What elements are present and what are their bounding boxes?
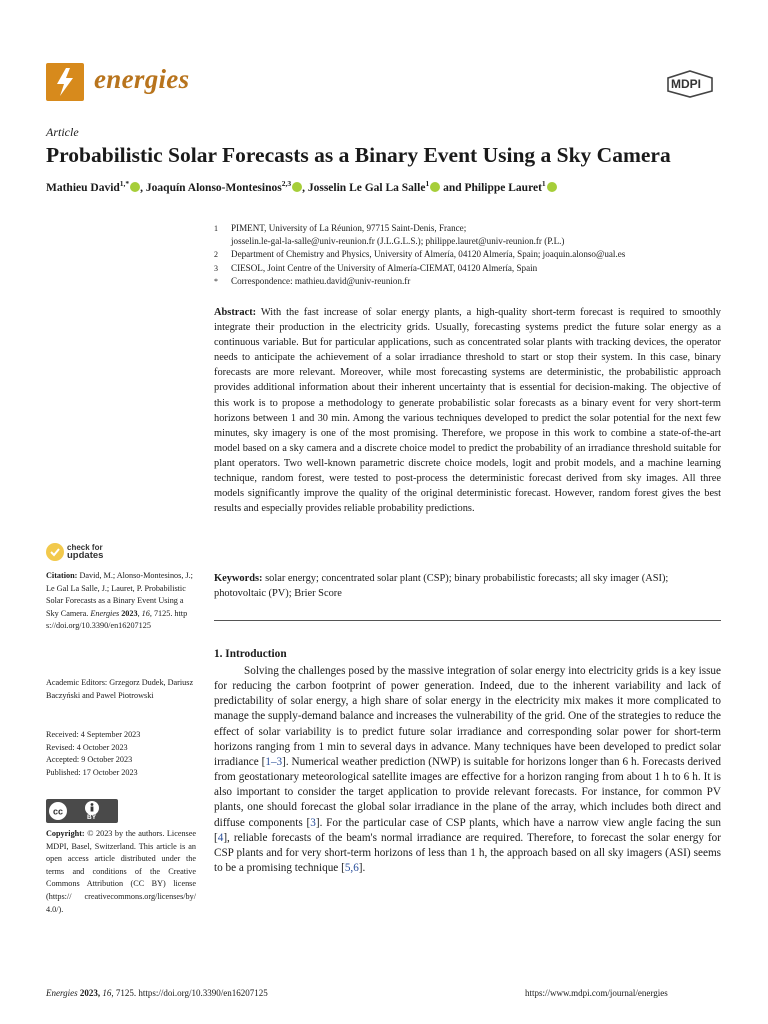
check-line2: updates [67, 550, 104, 562]
footer-year: 2023, [77, 988, 103, 998]
check-updates-badge[interactable] [46, 543, 103, 561]
date-received: Received: 4 September 2023 [46, 730, 141, 739]
cc-by-label: BY [87, 814, 97, 821]
cc-license-badge[interactable] [46, 799, 118, 823]
orcid-icon[interactable] [130, 182, 140, 192]
journal-logo [46, 63, 84, 101]
author-name[interactable]: Joaquín Alonso-Montesinos [145, 181, 282, 194]
keywords [214, 571, 721, 601]
affiliation-row: * Correspondence: mathieu.david@univ-reunion.fr [214, 275, 411, 286]
paragraph: Solving the challenges posed by the massive integration of solar energy into electricity grids is a key issue for reducing the carbon footprint of power generation. Indeed, due to the inherent variability and lack of predictability of solar energy, a high share of solar energy in the electricity mix makes it more complicated to manage the supply-demand balance and increases the vulnerability of the grid. One of the strategies to reduce the effect of solar variability is to predict future solar irradiance and corresponding solar power for short-term horizons ranging from 1 min to several days in advance. Many techniques have been developed to predict solar irradiance [1–3]. Numerical weather prediction (NWP) is suitable for horizons longer than 6 h. Forecasts derived from geostationary meteorological satellite images are effective for a horizon ranging from about 1 h to 6 h. It is also important to consider the target application to provide relevant forecasts. For instance, for common PV plants, one should forecast the global solar irradiance in the plane of the array, which includes both direct and diffuse components [3]. For the particular case of CSP plants, which have a narrow view angle facing the sun [4], reliable forecasts of the beam's normal irradiance are required. Therefore, to forecast the solar energy for CSP plants and for very short-term horizons of less than 1 h, the approach based on all sky imagers (ASI) seems to be a promising technique [5,6]. [214, 665, 721, 875]
abstract-label: Abstract: [214, 307, 257, 318]
page-title: Probabilistic Solar Forecasts as a Binary Event Using a Sky Camera [46, 143, 671, 167]
copyright-block [46, 828, 196, 916]
citation-journal: Energies [90, 608, 120, 618]
cc-icon [46, 799, 118, 823]
citation-label: Citation: [46, 571, 78, 580]
citation-year: 2023 [121, 608, 138, 618]
footer-vol: 16 [102, 988, 112, 998]
date-revised: Revised: 4 October 2023 [46, 742, 128, 752]
citation-doi-link[interactable]: https://doi.org/10.3390/en16207125 [46, 608, 188, 631]
journal-name: energies [94, 64, 190, 94]
author-name[interactable]: Josselin Le Gal La Salle [307, 181, 426, 194]
publisher-name: MDPI [671, 77, 701, 91]
check-line1: check for [67, 542, 103, 552]
abstract-text: With the fast increase of solar energy plants, a high-quality short-term forecast is required to smoothly integrate their production in the electricity grids. Usually, forecasting systems predict the future solar energy as a continuous variable. But for particular applications, such as concentrated solar plants with tracking devices, the operator needs to anticipate the achievement of a solar irradiance threshold to start or stop their system. In this case, binary forecasts are more relevant. Moreover, while most forecasting systems are deterministic, the probabilistic approach provides additional information about their inherent uncertainty that is essential for decision-making. The objective of this work is to propose a methodology to generate probabilistic solar forecasts as a binary event for very short-term horizons between 1 and 30 min. Among the various techniques developed to predict the solar potential for the next few minutes, sky imagery is one of the most promising. Therefore, we propose in this work to combine a state-of-the-art model based on a sky camera and a discrete choice model to predict the probability of an irradiance threshold suitable for plant operators. Two well-known parametric discrete choice models, logit and probit models, and a machine learning technique, random forest, were tested to post-process the deterministic forecast derived from sky images. All three models significantly improve the quality of the original deterministic forecast. However, random forest gives the best results and especially provides reliable probability predictions. [214, 307, 721, 515]
svg-text:cc: cc [52, 806, 64, 817]
keywords-label: Keywords: [214, 573, 263, 584]
citation-link[interactable]: 3 [310, 816, 316, 829]
introduction-body [214, 664, 721, 876]
author-affil: 1 [541, 179, 546, 188]
article-type: Article [46, 125, 79, 139]
author-name[interactable]: Philippe Lauret [464, 181, 542, 194]
affiliation-row: josselin.le-gal-la-salle@univ-reunion.fr (J.L.G.L.S.); philippe.lauret@univ-reunion.fr (P.L.) [231, 236, 565, 247]
author-affil: 1,* [119, 179, 130, 188]
date-accepted: Accepted: 9 October 2023 [46, 755, 133, 765]
footer-doi: , 7125. https://doi.org/10.3390/en16207125 [111, 988, 268, 998]
affiliations [214, 222, 744, 288]
author-affil: 2,3 [281, 179, 292, 188]
orcid-icon[interactable] [430, 182, 440, 192]
section-heading: 1. Introduction [214, 648, 287, 660]
orcid-icon[interactable] [547, 182, 557, 192]
author-affil: 1 [425, 179, 430, 188]
dates-block [46, 729, 196, 779]
author-list: Mathieu David$^{1,*}$ , Joaquín Alonso-Montesinos$^{2,3}$ , Josselin Le Gal La Salle$^1$ and Philippe Lauret$^1$ [46, 179, 746, 194]
academic-editors: Academic Editors: Grzegorz Dudek, Dariusz Baczyński and Pawel Piotrowski [46, 678, 194, 700]
footer-citation [46, 988, 268, 998]
affiliation-row: 1 PIMENT, University of La Réunion, 97715 Saint-Denis, France; [214, 223, 467, 233]
citation-block: Citation: David, M.; Alonso-Montesinos, J.; Le Gal La Salle, J.; Lauret, P. Probabilistic Solar Forecasts as a Binary Event Using a Sky Camera. Energies 2023, 16, 7125. https://doi.org/10.3390/en16207125 [46, 571, 193, 631]
citation-link[interactable]: 4 [217, 831, 224, 844]
divider [214, 620, 721, 621]
citation-link[interactable]: 5,6 [344, 862, 359, 875]
affiliation-row: 3 CIESOL, Joint Centre of the University of Almería-CIEMAT, 04120 Almería, Spain [214, 262, 538, 273]
lightning-icon [46, 63, 84, 101]
citation-link[interactable]: 1–3 [265, 755, 283, 768]
footer-journal-link[interactable]: https://www.mdpi.com/journal/energies [525, 988, 668, 998]
affiliation-row: 2 Department of Chemistry and Physics, University of Almería, 04120 Almería, Spain; joaquin.alonso@ual.es [214, 249, 626, 260]
keywords-text: solar energy; concentrated solar plant (CSP); binary probabilistic forecasts; all sky imager (ASI); photovoltaic (PV); Brier Score [214, 573, 669, 600]
orcid-icon[interactable] [292, 182, 302, 192]
citation-text: David, M.; Alonso-Montesinos, J.; Le Gal La Salle, J.; Lauret, P. Probabilistic Solar Forecasts as a Binary Event Using a Sky Camera. [46, 571, 193, 618]
citation-page: , 7125. [149, 608, 173, 618]
copyright-text: © 2023 by the authors. Licensee MDPI, Basel, Switzerland. This article is an open access article distributed under the terms and conditions of the Creative Commons Attribution (CC BY) license (https:// creativecommons.org/licenses/by/ 4.0/). [46, 829, 197, 914]
check-icon [46, 543, 64, 561]
citation-vol: 16 [141, 608, 150, 618]
copyright-label: Copyright: [46, 829, 85, 838]
footer-journal: Energies [46, 988, 78, 998]
author-name[interactable]: Mathieu David [46, 181, 120, 194]
publisher-logo [666, 70, 714, 103]
date-published: Published: 17 October 2023 [46, 767, 138, 777]
abstract [214, 305, 721, 516]
